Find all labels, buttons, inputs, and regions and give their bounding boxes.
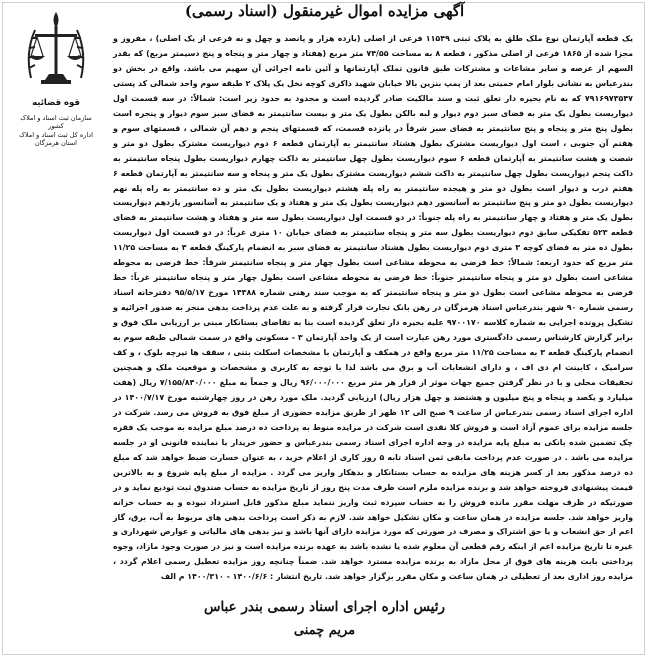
org-subtitle: سازمان ثبت اسناد و املاک کشور — [20, 114, 92, 131]
judiciary-emblem — [14, 8, 98, 158]
notice-paragraph: یک قطعه آپارتمان نوع ملک طلق به پلاک ثبتی ۱۱۵۴۹ فرعی از اصلی (یازده هزار و پانصد و چهل و نه فرعی از یک اصلی) ، مفروز و مجزا شده از ۱۸۶۵ فرعی از اصلی مذکور ، قطعه ۸ به مساحت ۷۴/۵۵ متر مربع (هفتاد و چهار متر و پنجاه و پنج دسیمتر مربع) که بقدر السهم از عرصه و سایر مشاعات و مشترکات طبق قانون تملک آپارتمانها و آئین نامه اجرائی آن سهیم می باشد. واقع در بخش دو بندرعباس به نشانی بلوار امام خمینی بعد از پمپ بنزین بالا خیابان شهید ذاکری کوچه نخل یک پلاک ۲ طبقه سوم واحد شمالی کد پستی ۷۹۱۶۹۷۳۵۴۷ که به نام بحیره دار تعلق ثبت و سند مالکیت صادر گردیده است و محدود به حدود زیر است: شمالاً: در سه قسمت اول دیواریست بطول یک متر به فضای سبز دوم دیوار و لبه بالکن بطول یک متر و بیست سانتیمتر به فضای سبز سوم دیوار و پنجره است بطول پنج متر و پنجاه و پنج سانتیمتر به فضای سبز شرقاً در پانزده قسمت، که قسمتهای پنجم و دهم آن شمالی ، قسمتهای سوم و هفتم آن جنوبی ، است اول دیواریست مشترک بطول هشتاد سانتیمتر به آپارتمان قطعه ۶ دوم دیواریست مشترک بطول دو متر و شصت و هشت سانتیمتر به آپارتمان قطعه ۶ سوم دیواریست بطول چهل سانتیمتر به داکت چهارم دیواریست بطول پنجاه سانتیمتر به داکت پنجم دیواریست بطول چهل سانتیمتر به داکت ششم دیواریست مشترک بطول یک متر و پنجاه و سه سانتیمتر به آپارتمان قطعه ۶ هفتم درب و دیوار است بطول دو متر و هیجده سانتیمتر به راه پله هشتم دیواریست بطول یک متر و ده سانتیمتر به راه پله نهم دیواریست بطول دو متر و پنج سانتیمتر به آسانسور دهم دیواریست بطول یک متر و هفتاد و یک سانتیمتر به آسانسور یازدهم دیواریست بطول یک متر و هفتاد و چهار سانتیمتر به راه پله جنوباً: در دو قسمت اول دیواریست بطول سه متر و هفتاد و هشت سانتیمتر به فضای قطعه ۵۲۳ تفکیکی سابق دوم دیواریست بطول سه متر و پنجاه سانتیمتر به فضای خیابان ۱۰ متری غرباً: در دو قسمت اول دیواریست بطول ده متر به فضای کوچه ۳ متری دوم دیواریست بطول هشتاد سانتیمتر به فضای سبز به انضمام پارکینگ قطعه ۳ به مساحت ۱۱/۲۵ متر مربع که حدود اربعه: شمالاً: خط فرضی به محوطه مشاعی است بطول چهار متر و پنجاه سانتیمتر شرقاً: خط فرضی به محوطه مشاعی است بطول دو متر و پنجاه سانتیمتر جنوباً: خط فرضی به محوطه مشاعی است بطول چهار متر و پنجاه سانتیمتر غرباً: خط فرضی به محوطه مشاعی است بطول دو متر و پنجاه سانتیمتر که به موجب سند رهنی شماره ۱۴۳۸۸ مورخ ۹۵/۵/۱۷ دفترخانه اسناد رسمی شماره ۹۰ شهر بندرعباس اسناد هرمزگان در رهن بانک تجارت قرار گرفته و به علت عدم پرداخت بدهی منجر به صدور اجرائیه و تشکیل پرونده اجرایی به شماره کلاسه ۹۷۰۰۱۷۰ علیه بحیره دار تعلق گردیده است بنا به تقاضای بستانکار مبنی بر ارزیابی ملک فوق و برابر گزارش کارشناس رسمی دادگستری مورد رهن عبارت است از یک واحد آپارتمان ۳ - مسکونی واقع در سمت شمالی طبقه سوم به انضمام پارکینگ قطعه ۳ به مساحت ۱۱/۲۵ متر مربع واقع در همکف و آپارتمان با مشخصات اسکلت بتنی ، سقف ها تیرچه بلوک ، و کف سرامیک ، کابینت ام دی اف ، و دارای انشعابات آب و برق می باشد لذا با توجه به کاربری و مشخصات و موقعیت ملک و همچنین تحقیقات محلی و با در نظر گرفتن جمیع جهات موثر از قرار هر متر مربع ۹۶/۰۰۰/۰۰۰ ریال و جمعاً به مبلغ ۷/۱۵۵/۸۴۰/۰۰۰ ریال (هفت میلیارد و یکصد و پنجاه و پنج میلیون و هشتصد و چهل هزار ریال) ارزیابی گردید. ملک مورد رهن در روز چهارشنبه مورخ ۱۴۰۰/۷/۱۷ در اداره اجرای اسناد رسمی بندرعباس از ساعت ۹ صبح الی ۱۲ ظهر از طریق مزایده حضوری از مبلغ فوق به فروش می رسد. شرکت در جلسه مزایده برای عموم آزاد است و فروش کلا نقدی است شرکت در مزایده منوط به پرداخت ده درصد مبلغ مزایده به موجب یک فقره چک تضمین شده بانکی به مبلغ پایه مزایده در وجه اداره اجرای اسناد رسمی بندرعباس و حضور خریدار یا نماینده قانونی او در جلسه مزایده می باشد . در صورت عدم پرداخت مابقی ثمن اسناد تابه ۵ روز کاری از اعلام خرید ، به عنوان خسارت ضبط خواهد شد که مبلغ ده درصد مذکور بعد از کسر هزینه های مزایده به حساب بستانکار و بدهکار واریز می گردد . مزایده از مبلغ پایه شروع و به بالاترین قیمت پیشنهادی فروخته خواهد شد و برنده مزایده ملزم است ظرف مدت پنج روز از تاریخ مزایده به حساب صندوق ثبت تودیع نماید و در صورتیکه در ظرف مهلت مقرر مانده فروش را به حساب سپرده ثبت واریز ننماید مبلغ مذکور قابل استرداد نبوده و به حساب خزانه واریز خواهد شد. جلسه مزایده در همان ساعت و مکان تشکیل خواهد شد. لازم به ذکر است پرداخت بدهی های مربوط به آب، برق، گاز اعم از حق انشعاب و یا حق اشتراک و مصرف در صورتی که مورد مزایده دارای آنها باشد و نیز بدهی های مالیاتی و عوارض شهرداری و غیره تا تاریخ مزایده اعم از اینکه رقم قطعی آن معلوم شده یا نشده باشد به عهده برنده مزایده است و نیز در صورت وجود مازاد، وجوه پرداختی بابت هزینه های فوق از محل مازاد به برنده مزایده مسترد خواهد شد. ضمناً چنانچه روز مزایده تعطیل رسمی اعلام گردد ، مزایده روز اداری بعد از تعطیلی در همان ساعت و مکان مقرر برگزار خواهد شد. تاریخ انتشار : ۱۴۰۰/۶/۶ - ۱۴۰۰/۳۱۰ م الف — [113, 34, 634, 582]
notice-heading: آگهی مزایده اموال غیرمنقول (اسناد رسمی) — [184, 2, 465, 20]
scales-of-justice-icon — [21, 8, 91, 94]
signatory-name: مریم چمنی — [293, 623, 356, 638]
org-name: قوه قضائیه — [32, 98, 80, 108]
notice-body — [113, 32, 633, 585]
signature-block — [0, 599, 649, 638]
signatory-title: رئیس اداره اجرای اسناد رسمی بندر عباس — [203, 599, 446, 615]
org-department: اداره کل ثبت اسناد و املاک استان هرمزگان — [19, 130, 93, 148]
